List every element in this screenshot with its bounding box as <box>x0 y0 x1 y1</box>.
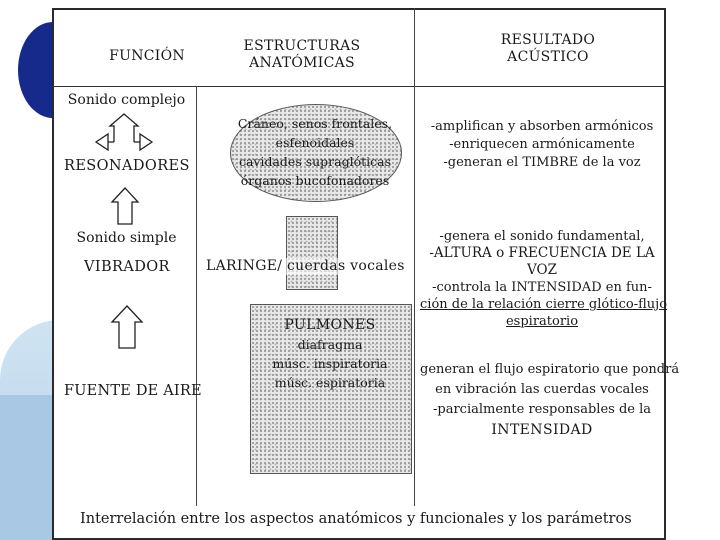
label-resonadores: RESONADORES <box>64 158 190 174</box>
vibrator-result-text: -genera el sonido fundamental, -ALTURA o FRECUENCIA DE LA VOZ -controla la INTENSIDAD en fun- ción de la relación cierre glótico-flujo espiratorio <box>420 229 668 329</box>
resonator-structures-text: Cráneo, senos frontales, esfenoidales cavidades supraglóticas órganos bucofonadores <box>237 116 393 188</box>
up-arrow-icon-2 <box>110 304 144 350</box>
figure-caption: Interrelación entre los aspectos anatómicos y funcionales y los parámetros <box>80 511 632 527</box>
resonance-arrows-icon <box>94 112 154 152</box>
resonator-result-text: -amplifican y absorben armónicos -enriquecen armónicamente -generan el TIMBRE de la voz <box>430 119 654 170</box>
label-sonido-complejo: Sonido complejo <box>67 92 186 108</box>
label-fuente-de-aire: FUENTE DE AIRE <box>64 383 202 399</box>
header-resultado: RESULTADO ACÚSTICO <box>500 32 596 65</box>
header-funcion: FUNCIÓN <box>109 48 185 64</box>
column-divider-2 <box>414 8 415 506</box>
blue-blob-decoration-2 <box>0 395 60 540</box>
up-arrow-icon-1 <box>110 186 140 226</box>
label-laringe: LARINGE/ cuerdas vocales <box>206 258 405 274</box>
label-sonido-simple: Sonido simple <box>76 230 177 246</box>
header-divider <box>52 86 666 87</box>
lungs-structures-text: PULMONES diafragma músc. inspiratoria músc. espiratoria <box>272 317 388 390</box>
air-source-result-text: generan el flujo espiratorio que pondrá en vibración las cuerdas vocales -parcialmente responsables de la INTENSIDAD <box>420 362 680 438</box>
larynx-box <box>286 216 338 290</box>
column-divider-1 <box>196 86 197 506</box>
header-estructuras: ESTRUCTURAS ANATÓMICAS <box>243 38 361 71</box>
label-vibrador: VIBRADOR <box>84 259 170 275</box>
